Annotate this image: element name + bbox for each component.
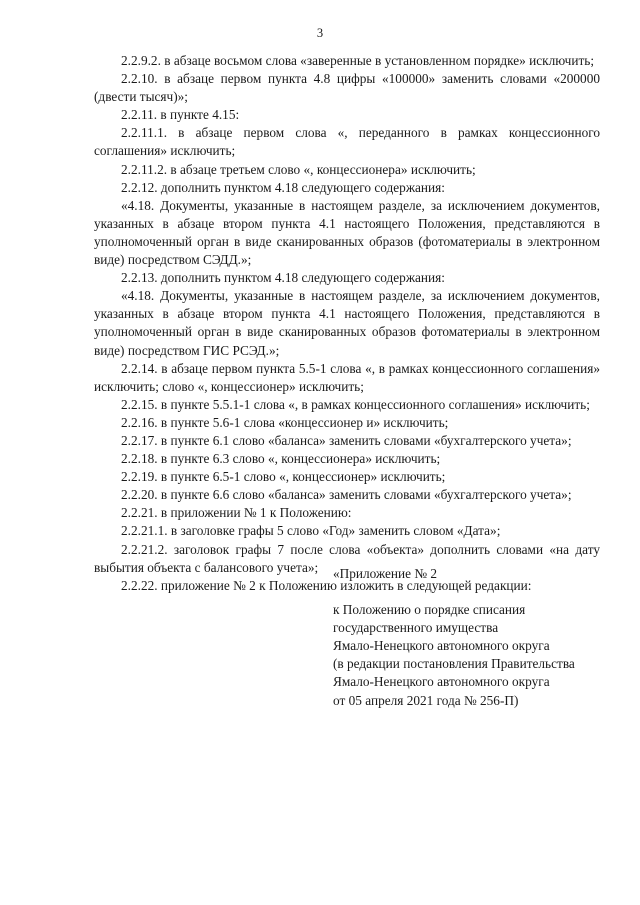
paragraph: «4.18. Документы, указанные в настоящем разделе, за исключением документов, указанных в абзаце втором пункта 4.1 настоящего Положения, представляются в уполномоченный орган в виде сканированных образов фотоматериалы в электронном виде) посредством ГИС РСЭД.»; (94, 288, 600, 358)
page-number: 3 (316, 26, 324, 40)
paragraph: 2.2.21.1. в заголовке графы 5 слово «Год» заменить словом «Дата»; (121, 523, 501, 539)
paragraph: 2.2.14. в абзаце первом пункта 5.5-1 слова «, в рамках концессионного соглашения» исключить; слово «, концессионер» исключить; (94, 360, 600, 394)
appendix-line: Ямало-Ненецкого автономного округа (333, 674, 550, 690)
paragraph: 2.2.21. в приложении № 1 к Положению: (121, 505, 352, 521)
paragraph: 2.2.15. в пункте 5.5.1-1 слова «, в рамках концессионного соглашения» исключить; (121, 396, 590, 412)
paragraph: 2.2.22. приложение № 2 к Положению изложить в следующей редакции: (121, 577, 532, 593)
document-body (94, 52, 600, 595)
appendix-line: к Положению о порядке списания (333, 602, 526, 618)
paragraph: 2.2.11.2. в абзаце третьем слово «, концессионера» исключить; (121, 161, 476, 177)
appendix-line: государственного имущества (333, 620, 499, 636)
paragraph: 2.2.16. в пункте 5.6-1 слова «концессионер и» исключить; (121, 414, 449, 430)
paragraph: 2.2.18. в пункте 6.3 слово «, концессионера» исключить; (121, 451, 441, 467)
appendix-line: (в редакции постановления Правительства (333, 656, 575, 672)
appendix-line: Ямало-Ненецкого автономного округа (333, 638, 550, 654)
paragraph: 2.2.11. в пункте 4.15: (121, 107, 240, 123)
appendix-line: от 05 апреля 2021 года № 256-П) (333, 692, 519, 708)
paragraph: «4.18. Документы, указанные в настоящем разделе, за исключением документов, указанных в абзаце втором пункта 4.1 настоящего Положения, представляются в уполномоченный орган в виде сканированных образов (фотоматериалы в электронном виде) посредством СЭДД.»; (94, 197, 600, 268)
paragraph: 2.2.21.2. заголовок графы 7 после слова «объекта» дополнить словами «на дату выбытия объекта с балансового учета»; (94, 541, 600, 575)
paragraph: 2.2.12. дополнить пунктом 4.18 следующего содержания: (121, 179, 445, 195)
paragraph: 2.2.10. в абзаце первом пункта 4.8 цифры «100000» заменить словами «200000 (двести тысяч)»; (94, 71, 600, 105)
paragraph: 2.2.20. в пункте 6.6 слово «баланса» заменить словами «бухгалтерского учета»; (121, 487, 572, 503)
appendix-title: «Приложение № 2 (333, 566, 437, 581)
appendix-heading-block (333, 565, 623, 710)
paragraph: 2.2.9.2. в абзаце восьмом слова «заверенные в установленном порядке» исключить; (121, 53, 595, 68)
paragraph: 2.2.13. дополнить пунктом 4.18 следующего содержания: (121, 270, 445, 286)
paragraph: 2.2.17. в пункте 6.1 слово «баланса» заменить словами «бухгалтерского учета»; (121, 432, 572, 448)
paragraph: 2.2.19. в пункте 6.5-1 слово «, концессионер» исключить; (121, 469, 446, 485)
paragraph: 2.2.11.1. в абзаце первом слова «, переданного в рамках концессионного соглашения» исключить; (94, 125, 600, 159)
